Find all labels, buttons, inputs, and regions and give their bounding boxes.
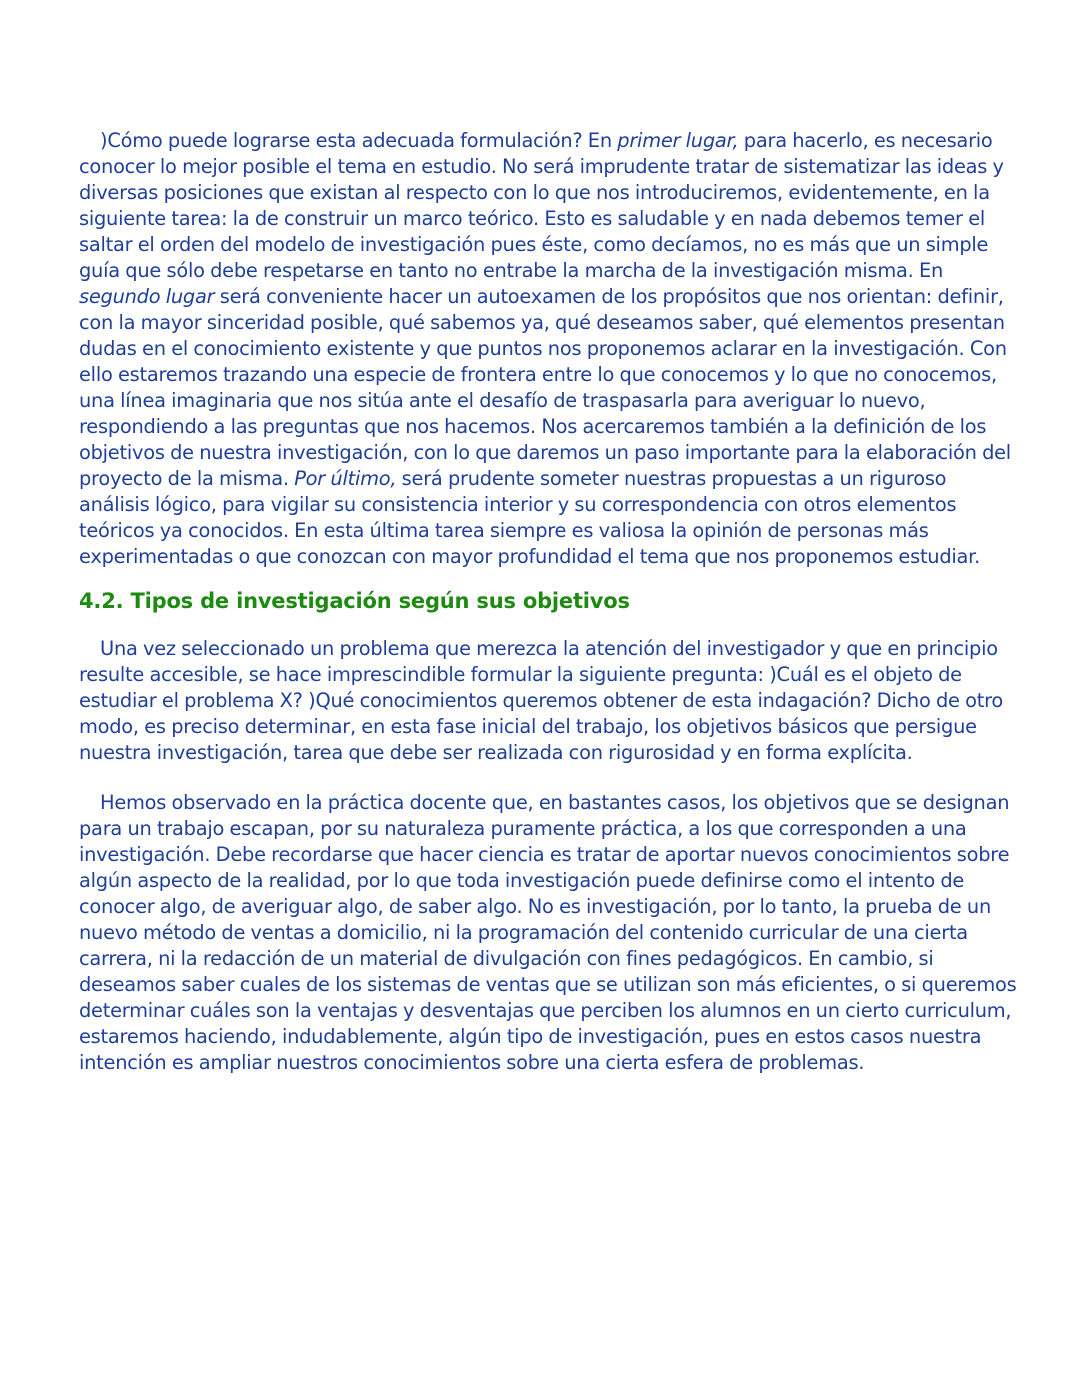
emphasis-por-ultimo: Por último, <box>294 467 397 490</box>
document-page <box>79 128 1019 1076</box>
paragraph-objectives-question: Una vez seleccionado un problema que merezca la atención del investigador y que en principio resulte accesible, se hace imprescindible formular la siguiente pregunta: )Cuál es el objeto de estudiar el problema X? )Qué conocimientos queremos obtener de esta indagación? Dicho de otro modo, es preciso determinar, en esta fase inicial del trabajo, los objetivos básicos que persigue nuestra investigación, tarea que debe ser realizada con rigurosidad y en forma explícita. <box>79 637 1004 764</box>
emphasis-segundo-lugar: segundo lugar <box>79 285 215 308</box>
paragraph-formulation <box>79 128 1019 570</box>
paragraph-1-text-b: para hacerlo, es necesario conocer lo mejor posible el tema en estudio. No será imprudente tratar de sistematizar las ideas y diversas posiciones que existan al respecto con lo que nos introduciremos, evidentemente, en la siguiente tarea: la de construir un marco teórico. Esto es saludable y en nada debemos temer el saltar el orden del modelo de investigación pues éste, como decíamos, no es más que un simple guía que sólo debe respetarse en tanto no entrabe la marcha de la investigación misma. En <box>79 129 1004 282</box>
section-heading: 4.2. Tipos de investigación según sus objetivos <box>79 589 630 613</box>
paragraph-1-text-c: será conveniente hacer un autoexamen de los propósitos que nos orientan: definir, con la mayor sinceridad posible, qué sabemos ya, qué deseamos saber, qué elementos presentan dudas en el conocimiento existente y que puntos nos proponemos aclarar en la investigación. Con ello estaremos trazando una especie de frontera entre lo que conocemos y lo que no conocemos, una línea imaginaria que nos sitúa ante el desafío de traspasarla para averiguar lo nuevo, respondiendo a las preguntas que nos hacemos. Nos acercaremos también a la definición de los objetivos de nuestra investigación, con lo que daremos un paso importante para la elaboración del proyecto de la misma. <box>79 285 1011 490</box>
paragraph-teaching-observation: Hemos observado en la práctica docente que, en bastantes casos, los objetivos que se designan para un trabajo escapan, por su naturaleza puramente práctica, a los que corresponden a una investigación. Debe recordarse que hacer ciencia es tratar de aportar nuevos conocimientos sobre algún aspecto de la realidad, por lo que toda investigación puede definirse como el intento de conocer algo, de averiguar algo, de saber algo. No es investigación, por lo tanto, la prueba de un nuevo método de ventas a domicilio, ni la programación del contenido curricular de una cierta carrera, ni la redacción de un material de divulgación con fines pedagógicos. En cambio, si deseamos saber cuales de los sistemas de ventas que se utilizan son más eficientes, o si queremos determinar cuáles son la ventajas y desventajas que perciben los alumnos en un cierto curriculum, estaremos haciendo, indudablemente, algún tipo de investigación, pues en estos casos nuestra intención es ampliar nuestros conocimientos sobre una cierta esfera de problemas. <box>79 791 1017 1074</box>
paragraph-1-text-d: será prudente someter nuestras propuestas a un riguroso análisis lógico, para vigilar su consistencia interior y su correspondencia con otros elementos teóricos ya conocidos. En esta última tarea siempre es valiosa la opinión de personas más experimentadas o que conozcan con mayor profundidad el tema que nos proponemos estudiar. <box>79 467 981 568</box>
paragraph-1-text-a: )Cómo puede lograrse esta adecuada formulación? En <box>100 129 618 152</box>
emphasis-primer-lugar: primer lugar, <box>617 129 739 152</box>
